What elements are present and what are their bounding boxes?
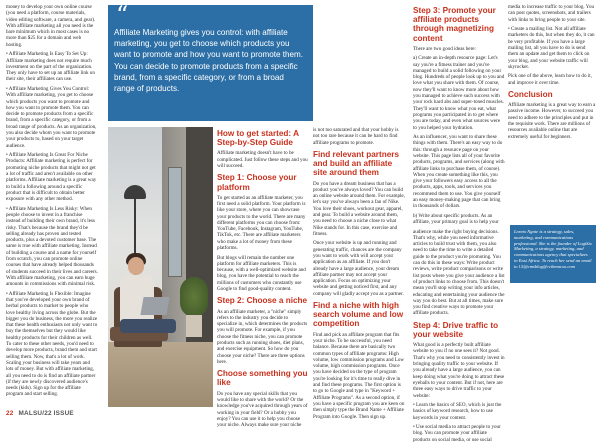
column2-para-4: As an affiliate marketer, a "niche" simply refers to the industry you decide to specialize in, which determines the products you will promote. For example, if you choose the fitness niche, you can promote products such as running shoes, diet plans, and exercise equipment. So how do you choose your niche? There are three options here. [217, 308, 308, 365]
page-footer [6, 410, 74, 417]
heading-step-2: Step 2: Choose a niche [217, 296, 308, 306]
heading-getting-started: How to get started: A Step-by-Step Guide [217, 129, 299, 148]
column1-para-3: • Affiliate Marketing Is Great For Niche Products: Affiliate marketing is perfect for promoting niche products that might not get a lot of traffic and aren't available on other platforms. Affiliate marketing is a great way to build a following around a specific product that is difficult to obtain better exposure with any other method. [6, 152, 97, 203]
heading-choose-something: Choose something you like [217, 369, 308, 388]
column3-para-3: Once your website is up and running and generating traffic, chances are the company you want to work with will accept your application as an affiliate. If you don't already have a large audience, your dream affiliate partner may not accept your application. Focus on optimizing your website and getting noticed first, and any company will gladly accept you as a partner. [313, 240, 404, 297]
column3-para-2: Do you have a dream business that has a product you've always loved? You can build an online website around them. For example, let's say you've always been a fan of Nike. You love their shoes, workout gear, apparel, and gear. To build a website around them, you need to choose a niche close to what Nike stands for. In this case, exercise and fitness. [313, 180, 405, 237]
heading-find-partners: Find relevant partners and build an affiliate site around them [313, 149, 399, 178]
column4-para-6: What good is a perfectly built affiliate website to you if no one sees it? Not good. That's why you need to consistently invest in bringing quality traffic to your website. If you already have a large audience, you can keep doing what you're doing to attract these eyeballs to your content. But if not, here are three easy ways to drive traffic to your website: [413, 342, 505, 399]
column5-para-2: • Create a mailing list. Not all affiliate marketers do this, but when they do, it can be very profitable. If you have a large mailing list, all you have to do is send them an update and get them to click on your blog, and your website traffic will skyrocket. [508, 26, 595, 70]
column1-para-1: • Affiliate Marketing Is Easy To Set Up: Affiliate marketing does not require much investment on the part of the organization. They only have to set up an affiliate link on their site, their affiliates can use. [6, 51, 95, 83]
column5-para-4: Affiliate marketing is a great way to earn a passive income. However, to succeed you need to adhere to the principles and put in the requisite work. There are millions of resources available online that are extremely useful for beginners. [508, 102, 596, 140]
heading-step-4: Step 4: Drive traffic to your website [413, 320, 499, 339]
page-number: 22 [6, 410, 14, 417]
column4-para-8: • Use social media to attract people to your blog. You can promote your affiliate products on social media, or use social [413, 424, 501, 443]
author-bio-box: Loreto Ngoie is a strategy, sales, marketing, and communications professional. She is the founder of LogiSix Marketing, a strategy, marketing, and communications agency that specializes in East Africa. To reach her send an email to l.5@cmsblog@rcihmncso.com [510, 225, 596, 283]
column2-para-5: Do you have any special skills that you would like to share with the world? Or the knowledge you've acquired through years of working in your field? Or a hobby you enjoy? You can use it to help you choose your niche. Always make sure your niche [217, 390, 308, 429]
column4-para-4: b) Write about specific products. As an affiliate, your primary goal is to help your [413, 212, 499, 226]
pull-quote-box [108, 1, 313, 121]
column-2 [217, 127, 309, 429]
column-4 [413, 4, 505, 443]
column5-para-1: media to increase traffic to your blog. You can post quotes, screenshots, and trailers with links to bring people to your site. [508, 4, 595, 23]
heading-find-niche: Find a niche with high search volume and low competition [313, 301, 404, 329]
quote-mark-icon: “ [116, 1, 129, 29]
column4-para-5: audience make the right buying decisions. That's why, while you need informative articles to build trust with them, you also need to take the time to write a detailed guide to the product you're promoting. You can do this in these ways: Write product reviews, write product comparisons or write list posts where you give your audience a list of product links to choose from. This doesn't mean you'll stop writing your info articles, educating and entertaining your audience the way you do best. But at all times, make sure you find creative ways to promote your affiliate products. [413, 228, 505, 317]
column3-para-1: is not too saturated and that your hobby is not too rare because it can be hard to find affiliate programs to promote. [313, 127, 399, 146]
heading-step-1: Step 1: Choose your platform [217, 173, 297, 192]
column-1 [6, 4, 98, 406]
heading-conclusion: Conclusion [508, 89, 553, 99]
column5-para-3: Pick one of the above, learn how to do it, and improve it over time. [508, 73, 592, 86]
column2-para-2: To get started as an affiliate marketer, you first need a solid platform. Your platform is like your store, where you can showcase your products to the world. There are many different platforms you can choose from: YouTube, Facebook, Instagram, YouTube, TikTok, etc. There are affiliate marketers who make a lot of money from these platforms. [217, 194, 306, 252]
column-3 [313, 127, 405, 420]
column4-para-3: As an influencer, you want to share these things with them. There's an easy way to do this: through a resource page on your website. This page lists all of your favorite products, programs, and services (along with affiliate links to purchase them, of course). When you create something like this, you give your followers easy access to all the products, apps, tools, and services you recommend them to use. You give yourself an easy money-making page that can bring in thousands of dollars. [413, 134, 505, 210]
column3-para-4: Find and pick an affiliate program that fits your niche. To be successful, you need balance. Because there are basically two common types of affiliate programs: High volume, low commission programs and Low volume, high commission programs. Once you have decided on the type of program you're looking for it's time to really dive in and find these programs. The first option is to go to Google and type in "Keyword + Affiliate Programs". As a second option, if you have a specific program you are keen on then simply type the Brand Name + Affiliate Program into Google. Then sign up. [313, 331, 405, 420]
publication-name: MALSU/22 ISSUE [18, 410, 74, 417]
column4-para-1: There are two good ideas here: [413, 45, 476, 52]
column4-para-7: • Learn the basics of SEO, which is just the basics of keyword research, how to use keywords in your content. [413, 402, 502, 421]
pull-quote-text: Affiliate Marketing gives you control: with affiliate marketing, you get to choose which products you want to promote and how you want to promote them. You can decide to promote products from a specific brand, from a specific category, or from a broad range of products. [114, 28, 303, 94]
column-5 [508, 4, 596, 406]
article-photo-woman-reading [108, 127, 213, 407]
column1-para-4: • Affiliate Marketing Is Less Risky: When people choose to invest in a franchise instead of building their own brand, it's less risky. That's because the brand they'd be selling already has proven and tested products, plus a devoted customer base. The same is true with affiliate marketing. Instead of building a course and a name for yourself from scratch, you can promote online courses that have already helped thousands of students succeed in their lives and careers. With affiliate marketing, you can earn huge amounts in commissions with minimal risk. [6, 205, 98, 288]
column1-para-2: • Affiliate Marketing Gives You Control: With affiliate marketing, you get to choose which products you want to promote and how you want to promote them. You can decide to promote products from a specific brand, from a specific category, or from a broad range of products. As an organization, you also decide whom you want to promote your products to, based on your target audience. [6, 85, 97, 149]
column2-para-1: Affiliate marketing doesn't have to be complicated. Just follow these steps and you will succeed. [217, 150, 308, 169]
column1-para-0: money to develop your own online course (you need a platform, course materials, video editing software, a camera, and gear). With affiliate marketing all you need is the bare minimum which in most cases is no more than $25 for a domain and web hosting. [6, 4, 96, 48]
column2-para-3: But blogs will remain the number one platform for affiliate marketers. This is because, with a well-optimized website and blog, you have the potential to reach the millions of customers who constantly use Google to find good-quality content. [217, 254, 306, 293]
column1-para-5: • Affiliate Marketing Is Flexible: Imagine that you've developed your own brand of herbal products to market to people who love healthy living across the globe. But the bigger you do business, the more you realize that these health enthusiasts not only want to buy the themselves but they would like healthy products for their children as well. To cater to these other needs, you'd need to develop more products, brand them and start selling them. Now, that's a lot of work. Scaling your business will take years and lots of money. But with affiliate marketing, all you need to do is find an affiliate partner (if they are newly discovered audience's needs (kids). Sign up for the affiliate program and start selling. [6, 290, 98, 398]
heading-step-3: Step 3: Promote your affiliate products through magnetizing content [413, 6, 496, 43]
column4-para-2: a) Create an in-depth resource page: Let's say you're a fitness trainer and you've managed to build a solid following on your blog. Hundreds of people look up to you and love what you share with them. Of course, now they'll want to know more about how you managed to achieve such success with your rock hard abs and super-toned muscles. They'll want to know what you eat, what programs you participated in to get where you are today, and even what sources were to you helped your hydration. [413, 55, 505, 131]
